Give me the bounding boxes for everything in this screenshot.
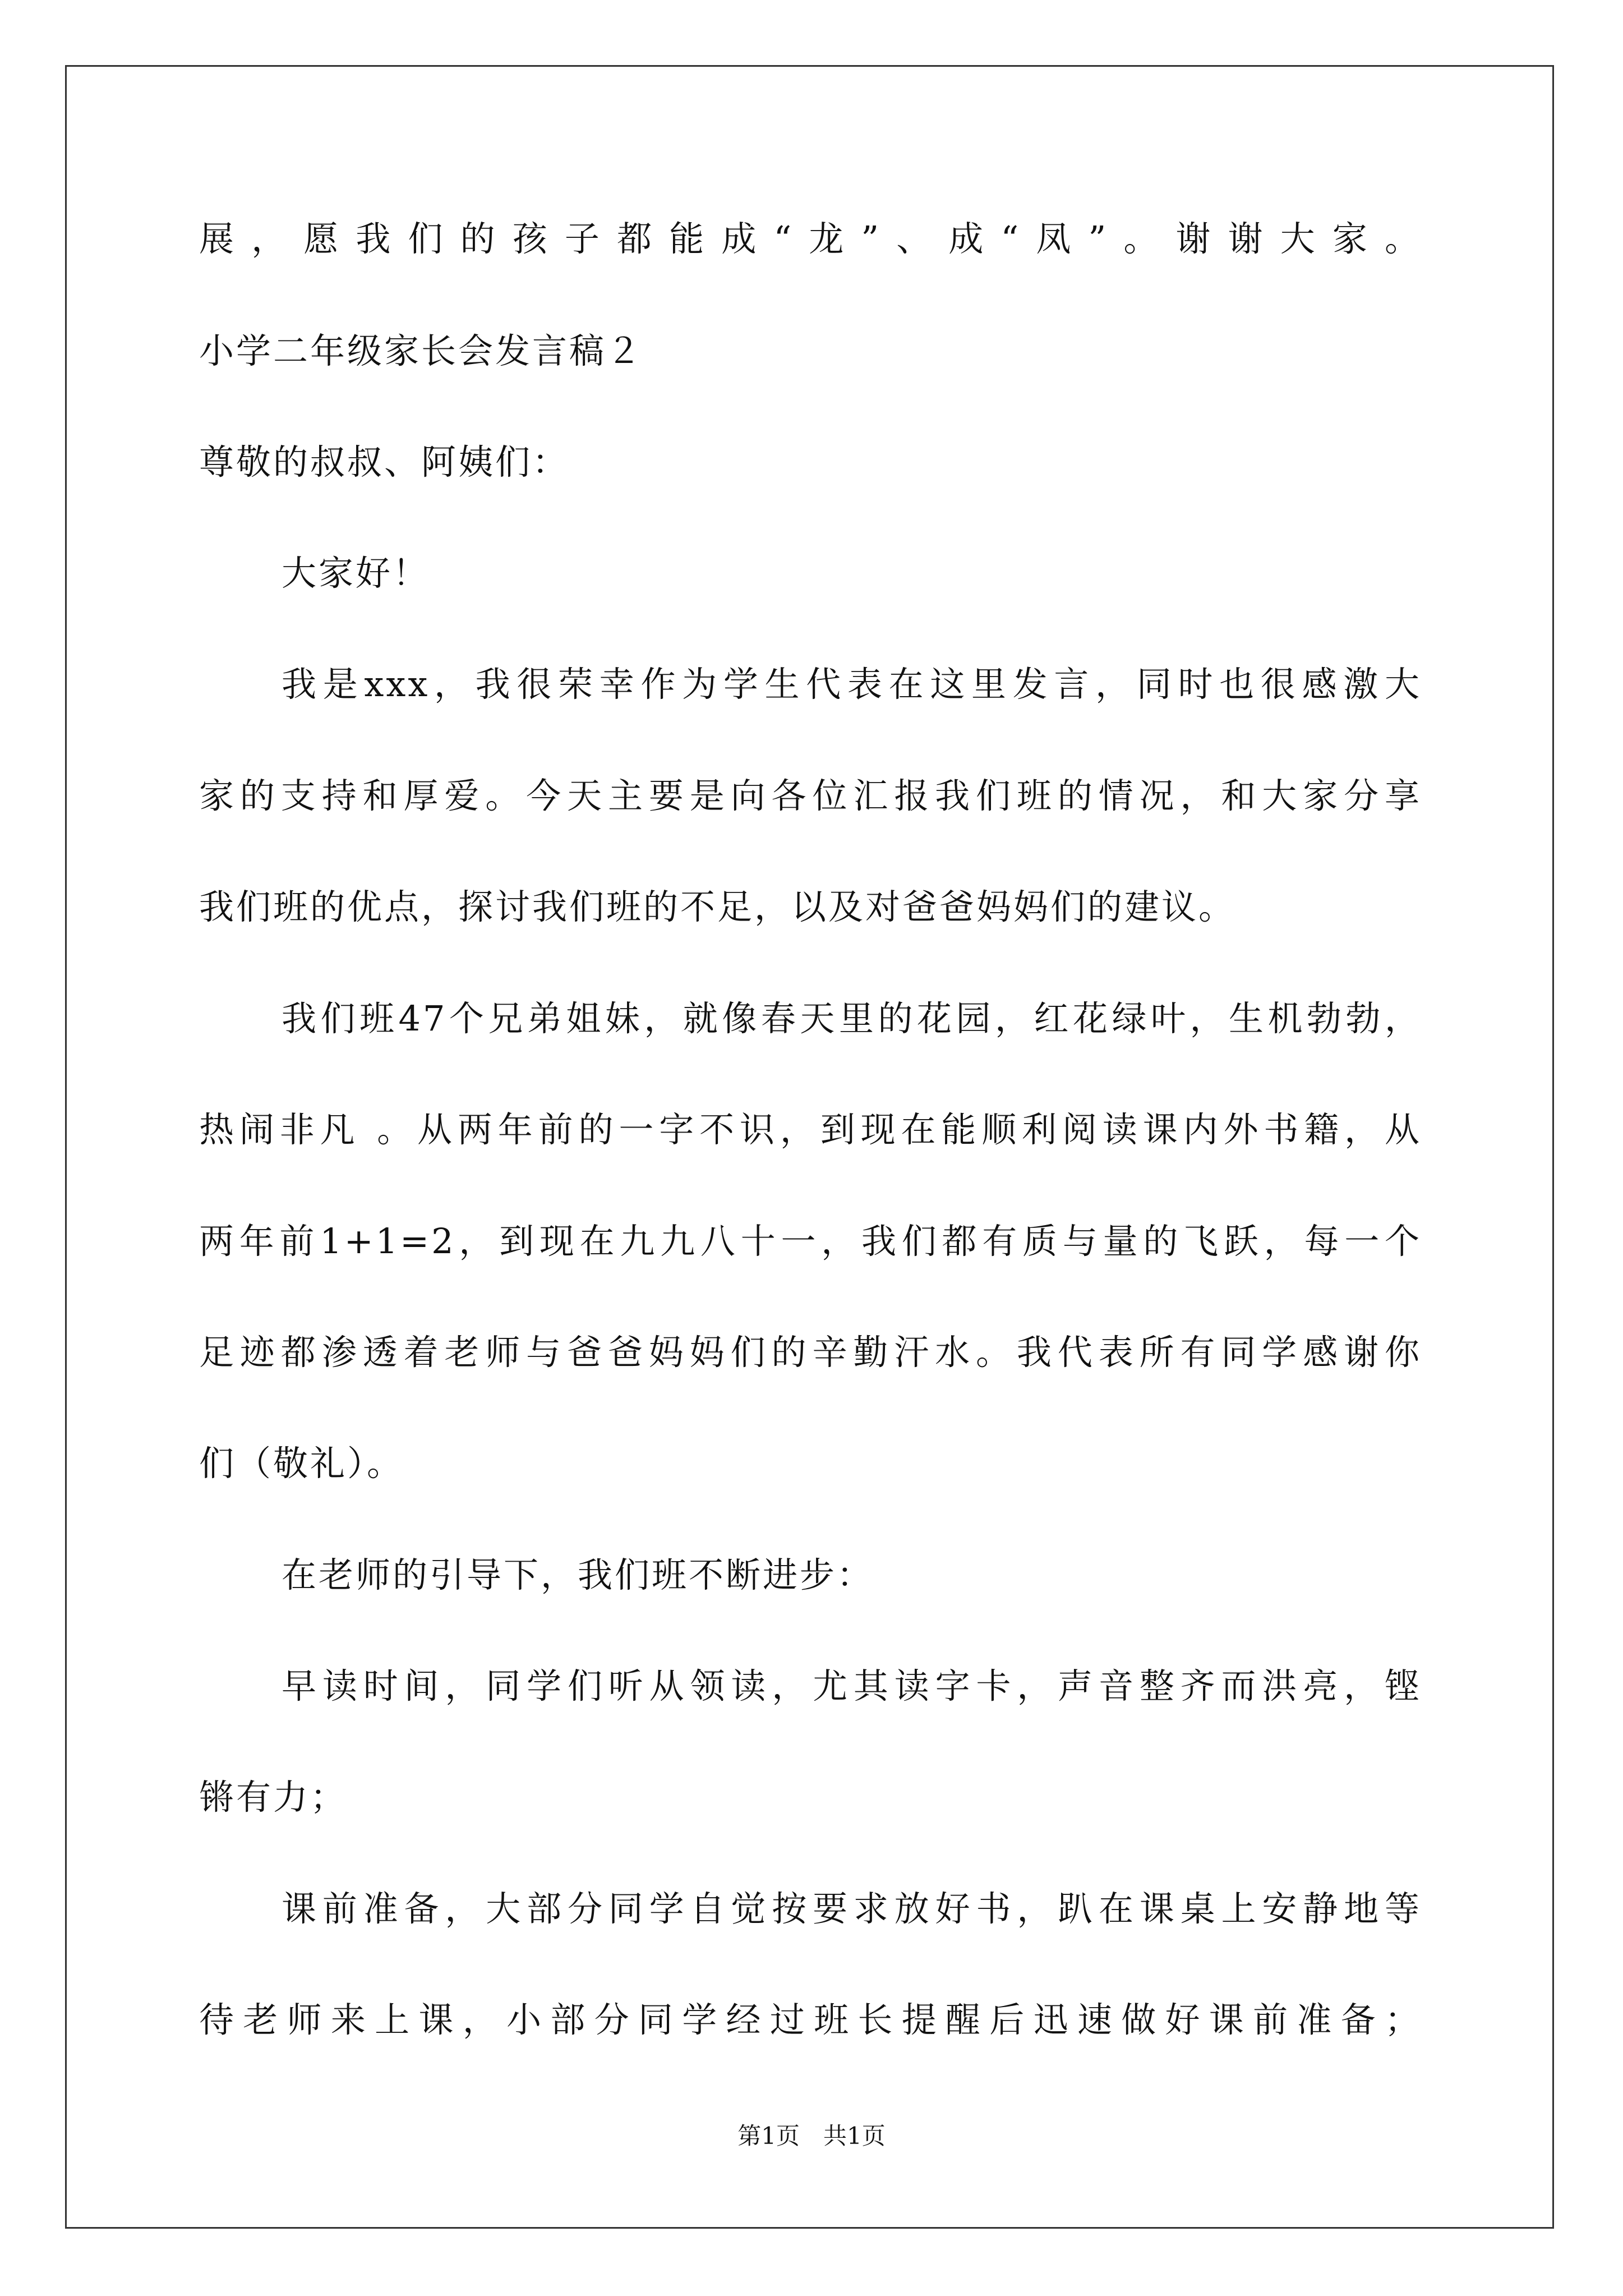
page-number: 第1页 共1页 <box>737 2122 886 2150</box>
paragraph-line: 热闹非凡 。从两年前的一字不识，到现在能顺利阅读课内外书籍，从 <box>199 1109 1422 1150</box>
paragraph-line: 早读时间，同学们听从领读，尤其读字卡，声音整齐而洪亮，铿 <box>282 1665 1422 1706</box>
salutation: 尊敬的叔叔、阿姨们： <box>199 441 570 482</box>
paragraph-line: 我是xxx，我很荣幸作为学生代表在这里发言，同时也很感激大 <box>282 664 1422 705</box>
paragraph-line: 们（敬礼）。 <box>199 1443 404 1484</box>
paragraph-line: 足迹都渗透着老师与爸爸妈妈们的辛勤汗水。我代表所有同学感谢你 <box>199 1332 1422 1373</box>
paragraph-line: 我们班47个兄弟姐妹，就像春天里的花园，红花绿叶，生机勃勃， <box>282 998 1422 1039</box>
greeting: 大家好！ <box>282 553 430 593</box>
paragraph-line: 课前准备，大部分同学自觉按要求放好书，趴在课桌上安静地等 <box>282 1888 1422 1929</box>
paragraph-line: 家的支持和厚爱。今天主要是向各位汇报我们班的情况，和大家分享 <box>199 775 1422 816</box>
paragraph-line: 在老师的引导下，我们班不断进步： <box>282 1554 874 1595</box>
paragraph-line: 展，愿我们的孩子都能成“龙”、成“凤”。谢谢大家。 <box>199 218 1422 259</box>
paragraph-line: 两年前1+1=2，到现在九九八十一，我们都有质与量的飞跃，每一个 <box>199 1221 1422 1262</box>
paragraph-line: 待老师来上课，小部分同学经过班长提醒后迅速做好课前准备； <box>199 1999 1422 2040</box>
section-title: 小学二年级家长会发言稿２ <box>199 330 644 371</box>
paragraph-line: 锵有力； <box>199 1777 348 1818</box>
paragraph-line: 我们班的优点，探讨我们班的不足，以及对爸爸妈妈们的建议。 <box>199 886 1236 927</box>
